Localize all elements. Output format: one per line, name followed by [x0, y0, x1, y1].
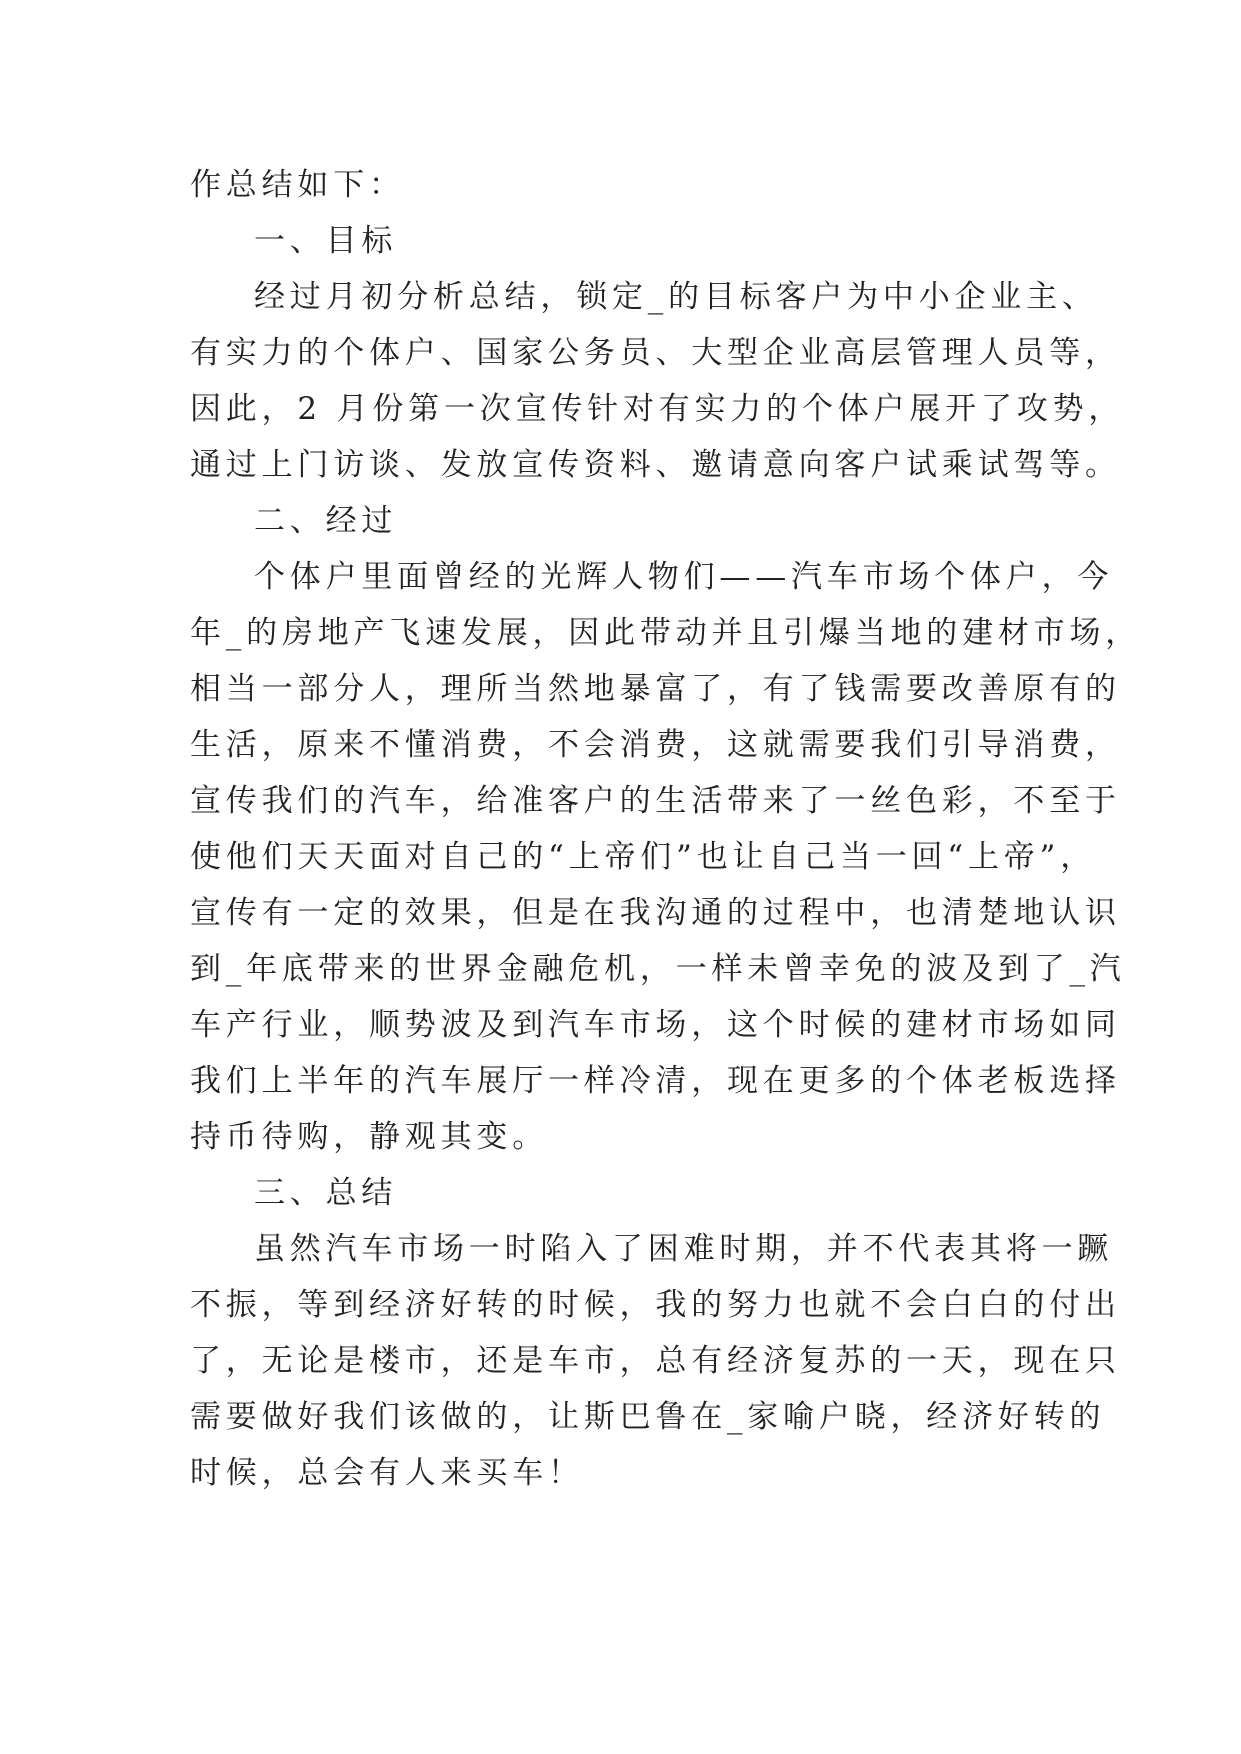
text-line: 使他们天天面对自己的“上帝们”也让自己当一回“上帝”， — [190, 839, 1096, 875]
text-line: 我们上半年的汽车展厅一样冷清，现在更多的个体老板选择 — [190, 1063, 1121, 1099]
text-line: 通过上门访谈、发放宣传资料、邀请意向客户试乘试驾等。 — [190, 447, 1121, 483]
text-line: 生活，原来不懂消费，不会消费，这就需要我们引导消费， — [190, 727, 1121, 763]
text-line: 持币待购，静观其变。 — [190, 1119, 548, 1155]
text-line: 二、经过 — [254, 503, 398, 539]
text-line: 三、总结 — [254, 1175, 398, 1211]
text-line: 时候，总会有人来买车！ — [190, 1455, 584, 1491]
text-line: 经过月初分析总结，锁定_的目标客户为中小企业主、 — [254, 279, 1098, 315]
text-line: 车产行业，顺势波及到汽车市场，这个时候的建材市场如同 — [190, 1007, 1121, 1043]
text-line: 因此，2 月份第一次宣传针对有实力的个体户展开了攻势， — [190, 391, 1125, 427]
text-line: 年_的房地产飞速发展，因此带动并且引爆当地的建材市场， — [190, 615, 1142, 651]
text-line: 不振，等到经济好转的时候，我的努力也就不会白白的付出 — [190, 1287, 1121, 1323]
text-line: 个体户里面曾经的光辉人物们——汽车市场个体户，今 — [254, 559, 1114, 595]
text-line: 宣传有一定的效果，但是在我沟通的过程中，也清楚地认识 — [190, 895, 1121, 931]
document-body — [190, 157, 1142, 1501]
text-line: 了，无论是楼市，还是车市，总有经济复苏的一天，现在只 — [190, 1343, 1121, 1379]
text-line: 作总结如下： — [190, 167, 405, 203]
text-line: 有实力的个体户、国家公务员、大型企业高层管理人员等， — [190, 335, 1121, 371]
text-line: 一、目标 — [254, 223, 398, 259]
text-line: 到_年底带来的世界金融危机，一样未曾幸免的波及到了_汽 — [190, 951, 1126, 987]
text-line: 相当一部分人，理所当然地暴富了，有了钱需要改善原有的 — [190, 671, 1121, 707]
text-line: 宣传我们的汽车，给准客户的生活带来了一丝色彩，不至于 — [190, 783, 1121, 819]
text-line: 虽然汽车市场一时陷入了困难时期，并不代表其将一蹶 — [254, 1231, 1114, 1267]
text-line: 需要做好我们该做的，让斯巴鲁在_家喻户晓，经济好转的 — [190, 1399, 1106, 1435]
